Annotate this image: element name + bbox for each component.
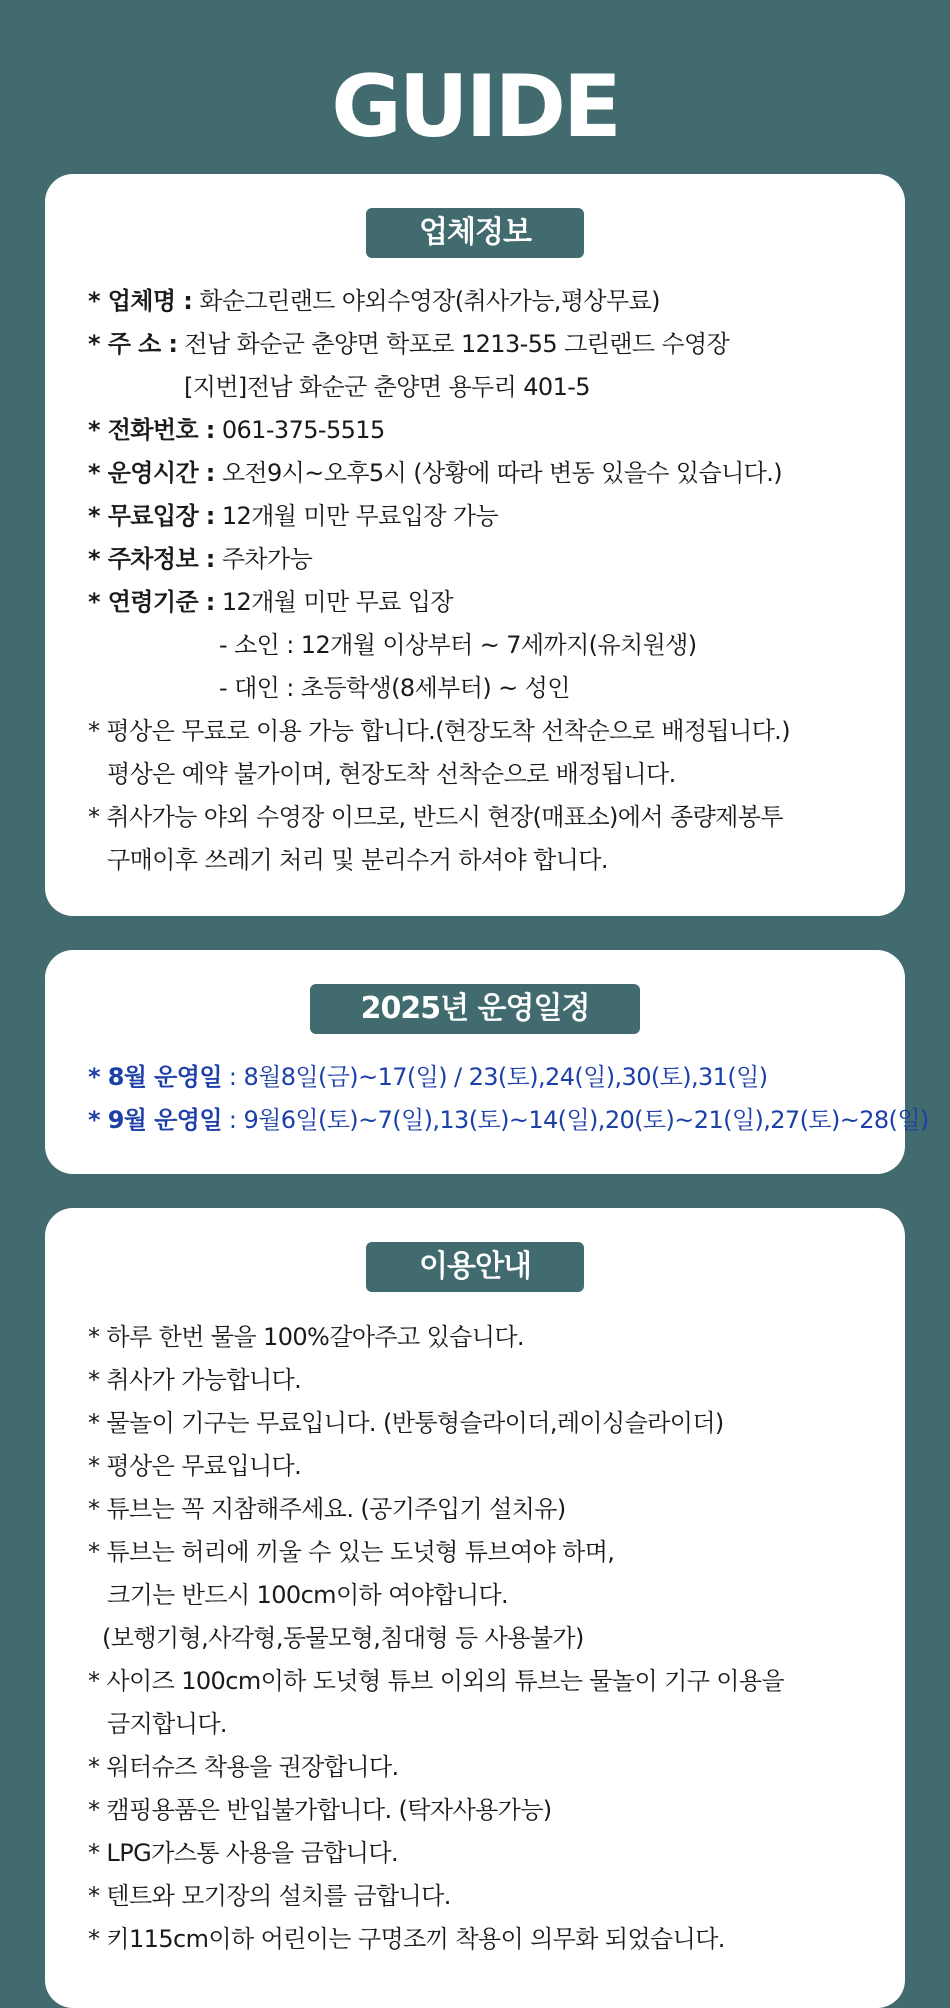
list-item: * 하루 한번 물을 100%갈아주고 있습니다. — [88, 1323, 524, 1351]
schedule-heading: 2025년 운영일정 — [310, 984, 640, 1034]
age-value: 12개월 미만 무료 입장 — [214, 588, 453, 616]
list-item: * 평상은 무료입니다. — [88, 1452, 302, 1480]
list-item: 크기는 반드시 100cm이하 여야합니다. — [107, 1581, 509, 1609]
company-name-row — [88, 280, 885, 323]
list-item: * 텐트와 모기장의 설치를 금합니다. — [88, 1882, 451, 1910]
schedule-september-label: * 9월 운영일 — [88, 1106, 222, 1134]
schedule-list — [88, 1056, 929, 1142]
schedule-card — [45, 950, 929, 1174]
usage-guide-list — [88, 1316, 885, 1961]
age-label: * 연령기준 : — [88, 588, 215, 616]
list-item: * 사이즈 100cm이하 도넛형 튜브 이외의 튜브는 물놀이 기구 이용을 — [88, 1667, 785, 1695]
list-item: * 물놀이 기구는 무료입니다. (반퉁형슬라이더,레이싱슬라이더) — [88, 1409, 724, 1437]
free-entry-row — [88, 495, 885, 538]
age-adult-row: - 대인 : 초등학생(8세부터) ~ 성인 — [219, 674, 570, 702]
parking-row — [88, 538, 885, 581]
list-item: * 튜브는 꼭 지참해주세요. (공기주입기 설치유) — [88, 1495, 566, 1523]
age-row — [88, 581, 885, 624]
company-info-list — [88, 280, 885, 882]
list-item: * 키115cm이하 어린이는 구명조끼 착용이 의무화 되었습니다. — [88, 1925, 725, 1953]
address-value: 전남 화순군 춘양면 학포로 1213-55 그린랜드 수영장 — [177, 330, 730, 358]
schedule-september-row — [88, 1099, 929, 1142]
free-entry-label: * 무료입장 : — [88, 502, 215, 530]
hours-label: * 운영시간 : — [88, 459, 215, 487]
waste-note-row: * 취사가능 야외 수영장 이므로, 반드시 현장(매표소)에서 종량제봉투 — [88, 803, 783, 831]
list-item: 금지합니다. — [107, 1710, 227, 1738]
list-item: * 튜브는 허리에 끼울 수 있는 도넛형 튜브여야 하며, — [88, 1538, 615, 1566]
hours-value: 오전9시~오후5시 (상황에 따라 변동 있을수 있습니다.) — [214, 459, 783, 487]
phone-value: 061-375-5515 — [214, 416, 385, 444]
phone-label: * 전화번호 : — [88, 416, 215, 444]
list-item: * 캠핑용품은 반입불가합니다. (탁자사용가능) — [88, 1796, 552, 1824]
schedule-august-row — [88, 1056, 885, 1099]
hours-row — [88, 452, 885, 495]
company-info-card — [45, 174, 905, 916]
list-item: * 취사가 가능합니다. — [88, 1366, 302, 1394]
schedule-august-value: : 8월8일(금)~17(일) / 23(토),24(일),30(토),31(일) — [221, 1063, 768, 1091]
schedule-september-value: : 9월6일(토)~7(일),13(토)~14(일),20(토)~21(일),27(토)~28(일) — [221, 1106, 929, 1134]
free-entry-value: 12개월 미만 무료입장 가능 — [214, 502, 499, 530]
address-row — [88, 323, 885, 366]
phone-row — [88, 409, 885, 452]
bench-note-row: * 평상은 무료로 이용 가능 합니다.(현장도착 선착순으로 배정됩니다.) — [88, 717, 790, 745]
waste-note-row-cont: 구매이후 쓰레기 처리 및 분리수거 하셔야 합니다. — [107, 846, 608, 874]
company-name-label: * 업체명 : — [88, 287, 193, 315]
address-lot-row: [지번]전남 화순군 춘양면 용두리 401-5 — [184, 373, 590, 401]
page-title: GUIDE — [331, 57, 619, 157]
list-item: (보행기형,사각형,동물모형,침대형 등 사용불가) — [102, 1624, 584, 1652]
company-info-heading: 업체정보 — [366, 208, 584, 258]
parking-value: 주차가능 — [214, 545, 313, 573]
bench-note-row-cont: 평상은 예약 불가이며, 현장도착 선착순으로 배정됩니다. — [107, 760, 676, 788]
usage-guide-heading: 이용안내 — [366, 1242, 584, 1292]
company-name-value: 화순그린랜드 야외수영장(취사가능,평상무료) — [192, 287, 660, 315]
schedule-august-label: * 8월 운영일 — [88, 1063, 222, 1091]
parking-label: * 주차정보 : — [88, 545, 215, 573]
address-label: * 주 소 : — [88, 330, 178, 358]
age-child-row: - 소인 : 12개월 이상부터 ~ 7세까지(유치원생) — [219, 631, 697, 659]
usage-guide-card — [45, 1208, 905, 2008]
list-item: * LPG가스통 사용을 금합니다. — [88, 1839, 398, 1867]
list-item: * 워터슈즈 착용을 권장합니다. — [88, 1753, 399, 1781]
